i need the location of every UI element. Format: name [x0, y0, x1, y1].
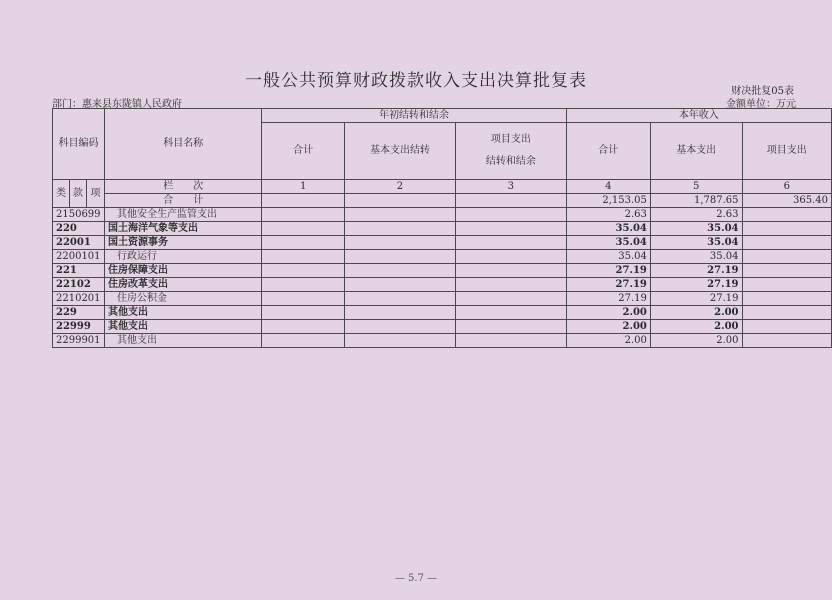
header-income-total: 合计 [566, 123, 650, 180]
header-basic-carry: 基本支出结转 [344, 123, 455, 180]
total-c6: 365.40 [742, 194, 832, 208]
unit-label: 金额单位：万元 [726, 99, 796, 110]
row-c3 [456, 264, 567, 278]
col-index-3: 3 [456, 180, 567, 194]
row-name: 其他安全生产监管支出 [104, 208, 262, 222]
row-c6 [742, 292, 832, 306]
row-c3 [456, 320, 567, 334]
row-c6 [742, 334, 832, 348]
row-code: 22102 [53, 278, 105, 292]
header-name: 科目名称 [104, 109, 262, 180]
header-kuan: 款 [70, 180, 87, 208]
row-c4: 2.00 [566, 306, 650, 320]
total-c1 [262, 194, 344, 208]
row-c1 [262, 292, 344, 306]
row-c1 [262, 264, 344, 278]
row-c4: 35.04 [566, 222, 650, 236]
row-c3 [456, 278, 567, 292]
total-c5: 1,787.65 [650, 194, 742, 208]
row-c4: 27.19 [566, 292, 650, 306]
table-row [53, 208, 832, 222]
row-code: 221 [53, 264, 105, 278]
table-row [53, 292, 832, 306]
row-c2 [344, 208, 455, 222]
col-index-4: 4 [566, 180, 650, 194]
table-row [53, 278, 832, 292]
row-c4: 2.63 [566, 208, 650, 222]
row-c6 [742, 250, 832, 264]
department-label: 部门：惠来县东陇镇人民政府 [52, 99, 182, 110]
page-title: 一般公共预算财政拨款收入支出决算批复表 [245, 71, 587, 91]
row-name: 其他支出 [104, 320, 262, 334]
row-c3 [456, 222, 567, 236]
row-c3 [456, 236, 567, 250]
row-c4: 2.00 [566, 334, 650, 348]
row-c6 [742, 306, 832, 320]
row-c2 [344, 264, 455, 278]
row-c5: 2.00 [650, 306, 742, 320]
header-project: 项目支出 [742, 123, 832, 180]
row-c3 [456, 208, 567, 222]
row-c5: 2.00 [650, 320, 742, 334]
row-name: 其他支出 [104, 306, 262, 320]
col-index-6: 6 [742, 180, 832, 194]
row-code: 220 [53, 222, 105, 236]
table-row [53, 306, 832, 320]
total-c2 [344, 194, 455, 208]
row-c3 [456, 250, 567, 264]
row-name: 国土资源事务 [104, 236, 262, 250]
total-row [53, 194, 832, 208]
row-c1 [262, 320, 344, 334]
header-opening: 年初结转和结余 [262, 109, 566, 123]
row-c2 [344, 320, 455, 334]
row-c1 [262, 208, 344, 222]
col-index-5: 5 [650, 180, 742, 194]
row-c5: 35.04 [650, 236, 742, 250]
page-number: — 5.7 — [394, 573, 438, 584]
row-code: 2299901 [53, 334, 105, 348]
header-project-carry-line1: 项目支出 [490, 134, 531, 145]
col-index-2: 2 [344, 180, 455, 194]
header-income: 本年收入 [566, 109, 831, 123]
total-c4: 2,153.05 [566, 194, 650, 208]
row-name: 其他支出 [104, 334, 262, 348]
row-c2 [344, 250, 455, 264]
row-c5: 35.04 [650, 222, 742, 236]
row-code: 22999 [53, 320, 105, 334]
row-c6 [742, 278, 832, 292]
table-row [53, 264, 832, 278]
row-code: 2200101 [53, 250, 105, 264]
row-c6 [742, 320, 832, 334]
row-c3 [456, 292, 567, 306]
row-c2 [344, 236, 455, 250]
form-number: 财决批复05表 [731, 86, 794, 97]
row-c6 [742, 236, 832, 250]
header-project-carry-line2: 结转和结余 [485, 156, 536, 167]
row-c5: 2.63 [650, 208, 742, 222]
row-c6 [742, 208, 832, 222]
row-c4: 35.04 [566, 250, 650, 264]
row-c3 [456, 334, 567, 348]
row-c1 [262, 222, 344, 236]
row-c1 [262, 250, 344, 264]
row-c6 [742, 264, 832, 278]
row-c6 [742, 222, 832, 236]
row-name: 行政运行 [104, 250, 262, 264]
row-c2 [344, 222, 455, 236]
row-c5: 27.19 [650, 278, 742, 292]
row-c1 [262, 334, 344, 348]
row-c1 [262, 278, 344, 292]
row-name: 住房公积金 [104, 292, 262, 306]
header-project-carry [456, 123, 567, 180]
row-c2 [344, 306, 455, 320]
row-name: 国土海洋气象等支出 [104, 222, 262, 236]
row-c5: 27.19 [650, 292, 742, 306]
row-code: 22001 [53, 236, 105, 250]
row-c4: 27.19 [566, 278, 650, 292]
row-code: 2210201 [53, 292, 105, 306]
row-c5: 2.00 [650, 334, 742, 348]
row-code: 2150699 [53, 208, 105, 222]
row-c2 [344, 292, 455, 306]
row-name: 住房改革支出 [104, 278, 262, 292]
row-c5: 27.19 [650, 264, 742, 278]
header-lei: 类 [53, 180, 70, 208]
row-c2 [344, 278, 455, 292]
row-c4: 35.04 [566, 236, 650, 250]
header-xiang: 项 [87, 180, 105, 208]
row-c3 [456, 306, 567, 320]
table-row [53, 320, 832, 334]
row-code: 229 [53, 306, 105, 320]
budget-table [52, 108, 832, 348]
header-lanci: 栏 次 [104, 180, 262, 194]
total-c3 [456, 194, 567, 208]
header-code: 科目编码 [53, 109, 105, 180]
total-label: 合 计 [104, 194, 262, 208]
row-c5: 35.04 [650, 250, 742, 264]
table-row [53, 222, 832, 236]
header-basic: 基本支出 [650, 123, 742, 180]
row-c1 [262, 236, 344, 250]
header-total: 合计 [262, 123, 344, 180]
table-row [53, 236, 832, 250]
table-row [53, 334, 832, 348]
row-c4: 2.00 [566, 320, 650, 334]
row-c4: 27.19 [566, 264, 650, 278]
col-index-1: 1 [262, 180, 344, 194]
row-c2 [344, 334, 455, 348]
row-name: 住房保障支出 [104, 264, 262, 278]
table-row [53, 250, 832, 264]
row-c1 [262, 306, 344, 320]
